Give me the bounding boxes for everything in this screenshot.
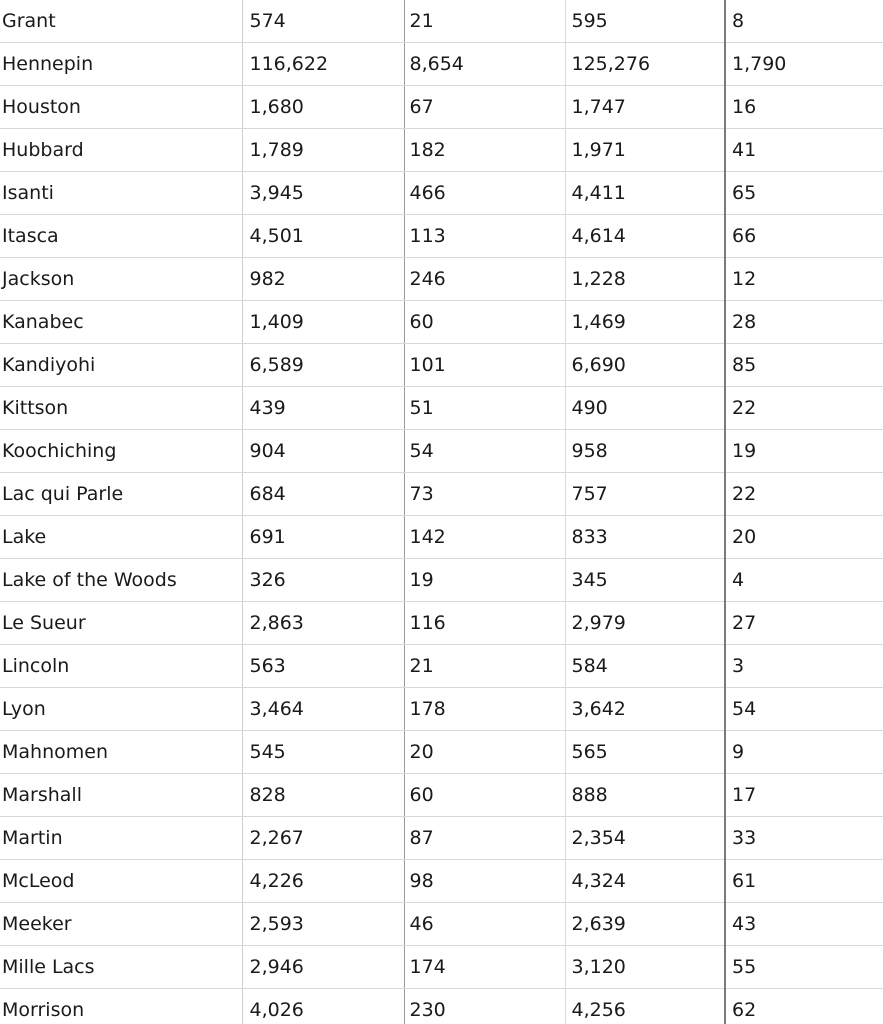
value-cell-4: 22 [725, 473, 883, 516]
table-row [0, 731, 883, 774]
total-cell: 584 [565, 645, 725, 688]
table-row [0, 559, 883, 602]
total-cell: 345 [565, 559, 725, 602]
value-cell-1: 116,622 [242, 43, 404, 86]
table-row [0, 430, 883, 473]
table-row [0, 860, 883, 903]
value-cell-2: 21 [404, 645, 565, 688]
value-cell-1: 574 [242, 0, 404, 43]
table-row [0, 0, 883, 43]
value-cell-4: 27 [725, 602, 883, 645]
total-cell: 1,747 [565, 86, 725, 129]
county-name-cell: Lac qui Parle [0, 473, 242, 516]
county-name-cell: Hennepin [0, 43, 242, 86]
total-cell: 833 [565, 516, 725, 559]
value-cell-2: 182 [404, 129, 565, 172]
value-cell-4: 41 [725, 129, 883, 172]
value-cell-2: 54 [404, 430, 565, 473]
total-cell: 4,411 [565, 172, 725, 215]
value-cell-4: 20 [725, 516, 883, 559]
value-cell-1: 3,945 [242, 172, 404, 215]
total-cell: 595 [565, 0, 725, 43]
value-cell-2: 20 [404, 731, 565, 774]
value-cell-4: 28 [725, 301, 883, 344]
total-cell: 490 [565, 387, 725, 430]
value-cell-1: 563 [242, 645, 404, 688]
table-row [0, 989, 883, 1024]
value-cell-1: 4,226 [242, 860, 404, 903]
value-cell-1: 545 [242, 731, 404, 774]
county-name-cell: Grant [0, 0, 242, 43]
table-row [0, 387, 883, 430]
value-cell-4: 17 [725, 774, 883, 817]
value-cell-1: 684 [242, 473, 404, 516]
total-cell: 4,614 [565, 215, 725, 258]
value-cell-4: 3 [725, 645, 883, 688]
county-name-cell: Meeker [0, 903, 242, 946]
county-name-cell: Houston [0, 86, 242, 129]
total-cell: 3,642 [565, 688, 725, 731]
value-cell-4: 66 [725, 215, 883, 258]
county-name-cell: Marshall [0, 774, 242, 817]
table-row [0, 602, 883, 645]
value-cell-2: 466 [404, 172, 565, 215]
value-cell-4: 55 [725, 946, 883, 989]
total-cell: 4,256 [565, 989, 725, 1024]
value-cell-2: 60 [404, 774, 565, 817]
value-cell-2: 230 [404, 989, 565, 1024]
table-row [0, 516, 883, 559]
value-cell-1: 439 [242, 387, 404, 430]
total-cell: 125,276 [565, 43, 725, 86]
county-name-cell: Lake of the Woods [0, 559, 242, 602]
value-cell-2: 101 [404, 344, 565, 387]
value-cell-2: 246 [404, 258, 565, 301]
value-cell-1: 6,589 [242, 344, 404, 387]
county-name-cell: Le Sueur [0, 602, 242, 645]
total-cell: 2,354 [565, 817, 725, 860]
county-name-cell: Isanti [0, 172, 242, 215]
total-cell: 2,639 [565, 903, 725, 946]
county-name-cell: Itasca [0, 215, 242, 258]
value-cell-4: 1,790 [725, 43, 883, 86]
value-cell-4: 85 [725, 344, 883, 387]
value-cell-1: 2,946 [242, 946, 404, 989]
county-name-cell: Lyon [0, 688, 242, 731]
value-cell-2: 73 [404, 473, 565, 516]
county-name-cell: Hubbard [0, 129, 242, 172]
value-cell-2: 46 [404, 903, 565, 946]
value-cell-2: 98 [404, 860, 565, 903]
value-cell-2: 67 [404, 86, 565, 129]
table-row [0, 817, 883, 860]
value-cell-4: 62 [725, 989, 883, 1024]
total-cell: 1,469 [565, 301, 725, 344]
value-cell-2: 60 [404, 301, 565, 344]
county-name-cell: Martin [0, 817, 242, 860]
table-row [0, 688, 883, 731]
value-cell-2: 113 [404, 215, 565, 258]
total-cell: 2,979 [565, 602, 725, 645]
value-cell-4: 9 [725, 731, 883, 774]
value-cell-4: 22 [725, 387, 883, 430]
value-cell-1: 904 [242, 430, 404, 473]
table-row [0, 215, 883, 258]
table-row [0, 172, 883, 215]
value-cell-1: 326 [242, 559, 404, 602]
value-cell-4: 43 [725, 903, 883, 946]
table-row [0, 946, 883, 989]
value-cell-4: 54 [725, 688, 883, 731]
value-cell-1: 982 [242, 258, 404, 301]
county-name-cell: Lake [0, 516, 242, 559]
value-cell-1: 2,863 [242, 602, 404, 645]
total-cell: 757 [565, 473, 725, 516]
value-cell-4: 4 [725, 559, 883, 602]
table-row [0, 645, 883, 688]
value-cell-1: 3,464 [242, 688, 404, 731]
value-cell-1: 1,680 [242, 86, 404, 129]
value-cell-4: 33 [725, 817, 883, 860]
total-cell: 1,228 [565, 258, 725, 301]
table-row [0, 258, 883, 301]
value-cell-1: 691 [242, 516, 404, 559]
value-cell-2: 142 [404, 516, 565, 559]
value-cell-2: 19 [404, 559, 565, 602]
table-row [0, 774, 883, 817]
table-row [0, 344, 883, 387]
value-cell-2: 174 [404, 946, 565, 989]
table-row [0, 86, 883, 129]
value-cell-1: 828 [242, 774, 404, 817]
total-cell: 1,971 [565, 129, 725, 172]
value-cell-4: 65 [725, 172, 883, 215]
value-cell-1: 1,789 [242, 129, 404, 172]
value-cell-1: 4,026 [242, 989, 404, 1024]
county-name-cell: Mille Lacs [0, 946, 242, 989]
total-cell: 888 [565, 774, 725, 817]
value-cell-2: 21 [404, 0, 565, 43]
table-row [0, 129, 883, 172]
county-name-cell: Mahnomen [0, 731, 242, 774]
county-name-cell: Koochiching [0, 430, 242, 473]
table-row [0, 301, 883, 344]
value-cell-4: 61 [725, 860, 883, 903]
total-cell: 958 [565, 430, 725, 473]
total-cell: 6,690 [565, 344, 725, 387]
value-cell-1: 2,267 [242, 817, 404, 860]
table-row [0, 43, 883, 86]
value-cell-1: 2,593 [242, 903, 404, 946]
value-cell-4: 12 [725, 258, 883, 301]
total-cell: 565 [565, 731, 725, 774]
county-name-cell: Morrison [0, 989, 242, 1024]
value-cell-4: 8 [725, 0, 883, 43]
value-cell-4: 16 [725, 86, 883, 129]
value-cell-2: 178 [404, 688, 565, 731]
county-name-cell: Lincoln [0, 645, 242, 688]
value-cell-2: 116 [404, 602, 565, 645]
total-cell: 3,120 [565, 946, 725, 989]
value-cell-2: 8,654 [404, 43, 565, 86]
table-row [0, 903, 883, 946]
value-cell-2: 87 [404, 817, 565, 860]
value-cell-4: 19 [725, 430, 883, 473]
county-name-cell: Kanabec [0, 301, 242, 344]
total-cell: 4,324 [565, 860, 725, 903]
county-name-cell: Kandiyohi [0, 344, 242, 387]
value-cell-1: 4,501 [242, 215, 404, 258]
county-name-cell: Jackson [0, 258, 242, 301]
value-cell-1: 1,409 [242, 301, 404, 344]
table-row [0, 473, 883, 516]
value-cell-2: 51 [404, 387, 565, 430]
county-name-cell: Kittson [0, 387, 242, 430]
county-name-cell: McLeod [0, 860, 242, 903]
